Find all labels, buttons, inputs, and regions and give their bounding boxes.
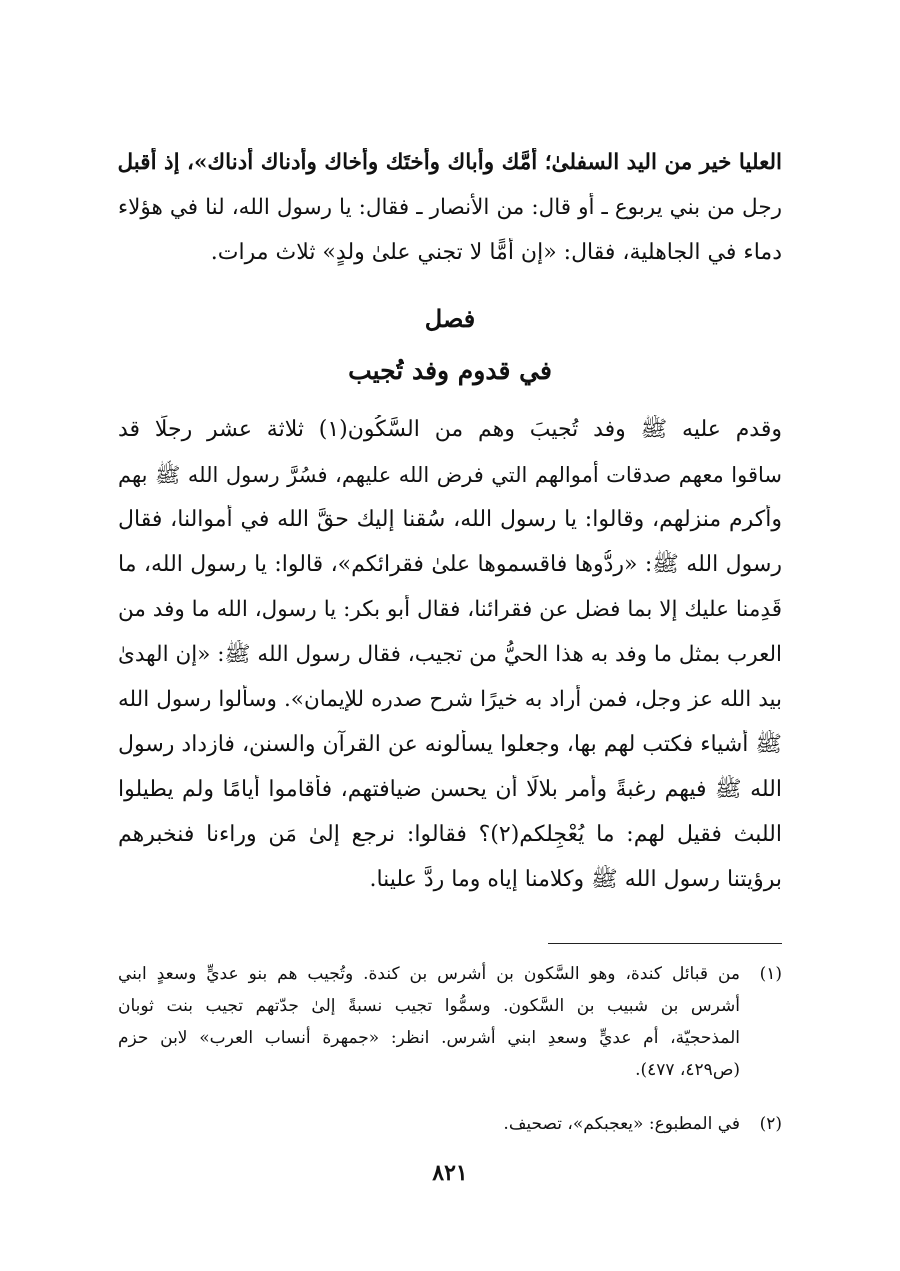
para-line-3: وأكرم منزلهم، وقالوا: يا رسول الله، سُقنا إليك حقَّ الله في أموالنا، فقال	[118, 507, 782, 532]
para-line-5: قَدِمنا عليك إلا بما فضل عن فقرائنا، فقال أبو بكر: يا رسول، الله ما وفد من	[118, 597, 782, 622]
footnote-1-line-2: أشرس بن شبيب بن السَّكون. وسمُّوا تجيب نسبةً إلىٰ جدّتهم تجيب بنت ثوبان	[118, 996, 740, 1016]
para-line-7: بيد الله عز وجل، فمن أراد به خيرًا شرح صدره للإيمان». وسألوا رسول الله	[118, 687, 782, 712]
section-label-wrap	[118, 300, 782, 340]
para-line-1: وقدم عليه ﷺ وفد تُجيبَ وهم من السَّكُون(١) ثلاثة عشر رجلًا قد	[118, 417, 782, 442]
footnote-1	[118, 962, 782, 1090]
footnote-2-line-1: في المطبوع: «يعجبكم»، تصحيف.	[503, 1114, 740, 1134]
page-number: ٨٢١	[432, 1160, 468, 1186]
footnote-1-line-4: (ص٤٢٩، ٤٧٧).	[635, 1060, 740, 1080]
para-line-9: الله ﷺ فيهم رغبةً وأمر بلالًا أن يحسن ضيافتهم، فأقاموا أيامًا ولم يطيلوا	[118, 777, 782, 802]
para-line-8: ﷺ أشياء فكتب لهم بها، وجعلوا يسألونه عن القرآن والسنن، فازداد رسول	[118, 732, 782, 757]
footnote-2	[118, 1112, 782, 1142]
section-label: فصل	[424, 304, 476, 333]
intro-line-2: رجل من بني يربوع ـ أو قال: من الأنصار ـ فقال: يا رسول الله، لنا في هؤلاء	[118, 195, 782, 220]
footnote-1-line-3: المذحجيّة، أم عديٍّ وسعدِ ابني أشرس. انظر: «جمهرة أنساب العرب» لابن حزم	[118, 1028, 740, 1048]
para-line-6: العرب بمثل ما وفد به هذا الحيُّ من تجيب، فقال رسول الله ﷺ: «إن الهدىٰ	[118, 642, 782, 667]
para-line-2: ساقوا معهم صدقات أموالهم التي فرض الله عليهم، فسُرَّ رسول الله ﷺ بهم	[118, 463, 782, 487]
footnote-1-number: (١)	[759, 964, 782, 984]
intro-line-3: دماء في الجاهلية، فقال: «إن أُمًّا لا تجني علىٰ ولدٍ» ثلاث مرات.	[210, 240, 782, 265]
para-line-11: برؤيتنا رسول الله ﷺ وكلامنا إياه وما ردَّ علينا.	[369, 867, 782, 892]
section-title-wrap	[118, 352, 782, 392]
intro-line-1: العليا خير من اليد السفلىٰ؛ أمَّك وأباك وأختَك وأخاك وأدناك أدناك»، إذ أقبل	[118, 150, 782, 175]
footnote-2-number: (٢)	[759, 1114, 782, 1134]
para-line-4: رسول الله ﷺ: «ردُّوها فاقسموها علىٰ فقرائكم»، قالوا: يا رسول الله، ما	[118, 552, 782, 577]
para-line-10: اللبث فقيل لهم: ما يُعْجِلكم(٢)؟ فقالوا: نرجع إلىٰ مَن وراءنا فنخبرهم	[118, 822, 782, 847]
footnote-1-line-1: من قبائل كندة، وهو السَّكون بن أشرس بن كندة. وتُجيب هم بنو عديٍّ وسعدٍ ابني	[118, 964, 740, 984]
footnote-divider	[548, 943, 782, 944]
section-title: في قدوم وفد تُجيب	[348, 356, 552, 385]
